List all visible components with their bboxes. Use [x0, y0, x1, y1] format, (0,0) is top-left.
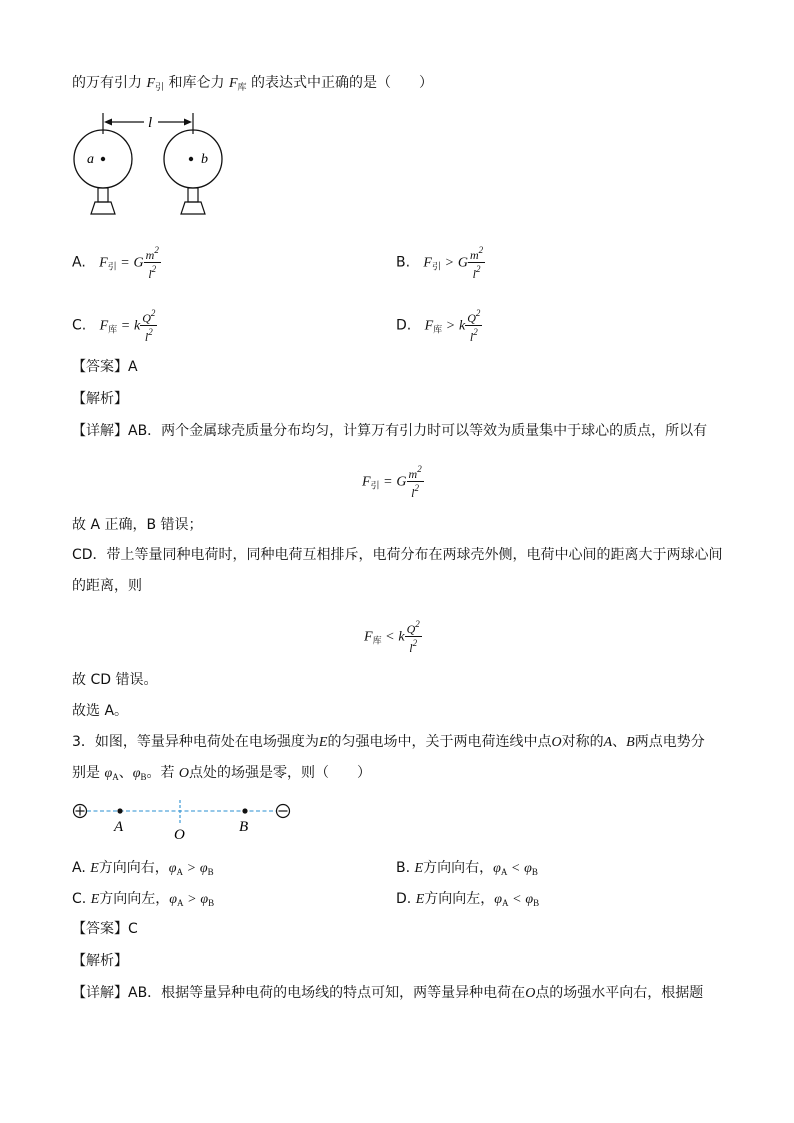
symbol-e: E — [90, 861, 99, 876]
analysis-tag: 【解析】 — [72, 953, 128, 969]
option-label: B. — [396, 254, 411, 271]
symbol-e: E — [415, 892, 425, 907]
exponent: 2 — [412, 638, 418, 648]
coefficient: k — [398, 629, 405, 645]
detail-1-ab — [72, 421, 707, 441]
numerator: m — [145, 248, 155, 262]
charges-figure — [68, 798, 298, 840]
exponent: 2 — [414, 483, 420, 493]
subscript-b: B — [208, 898, 215, 908]
subscript: 引 — [431, 262, 441, 273]
force-symbol: F — [364, 629, 373, 645]
relation: < — [512, 892, 521, 907]
numerator: Q — [142, 311, 151, 325]
q3-text: 3．如图，等量异种电荷处在电场强度为 — [72, 734, 319, 750]
subscript: 库 — [108, 325, 118, 336]
option-label: A. — [72, 860, 86, 876]
question-intro — [72, 73, 433, 98]
detail-3 — [72, 983, 703, 1004]
direction-text: 方向向左， — [424, 891, 495, 907]
detail-tag: 【详解】 — [72, 985, 128, 1001]
phi-symbol: φ — [169, 892, 177, 907]
detail-text: AB．根据等量异种电荷的电场线的特点可知，两等量异种电荷在 — [128, 985, 526, 1001]
coefficient: G — [133, 255, 144, 271]
force-symbol: F — [228, 76, 238, 91]
intro-text: 和库仑力 — [168, 75, 225, 91]
symbol-o: O — [525, 986, 536, 1001]
distance-label-l: l — [148, 115, 153, 131]
detail-1-cd-line2 — [72, 576, 142, 596]
conclusion-text: 故 CD 错误。 — [72, 672, 158, 688]
phi-symbol: φ — [493, 861, 501, 876]
label-o: O — [174, 827, 185, 840]
subscript-b: B — [140, 772, 147, 782]
answer-value: A — [128, 359, 138, 375]
q3-option-d[interactable] — [396, 889, 539, 913]
detail-text: AB．两个金属球壳质量分布均匀，计算万有引力时可以等效为质量集中于球心的质点，所以有 — [128, 423, 708, 439]
exponent: 2 — [475, 264, 481, 274]
relation: = — [121, 318, 130, 334]
subscript-b: B — [207, 867, 214, 877]
relation: < — [386, 629, 394, 645]
force-symbol: F — [423, 255, 432, 271]
separator: 、 — [118, 765, 133, 781]
relation: = — [121, 255, 130, 271]
q3-option-a[interactable] — [72, 858, 214, 882]
coefficient: G — [396, 474, 407, 490]
subscript-a: A — [177, 898, 184, 908]
relation: > — [445, 255, 454, 271]
q3-text: 的匀强电场中，关于两电荷连线中点 — [327, 734, 552, 750]
analysis-tag: 【解析】 — [72, 391, 128, 407]
formula-coulomb — [364, 618, 422, 655]
option-label: D. — [396, 317, 412, 334]
direction-text: 方向向左， — [99, 891, 170, 907]
answer-tag: 【答案】 — [72, 359, 128, 375]
question-3-line2 — [72, 763, 371, 787]
exponent: 2 — [150, 308, 156, 318]
q3-text: 别是 — [72, 765, 100, 781]
subscript-a: A — [176, 867, 184, 877]
subscript-ku: 库 — [237, 83, 247, 93]
two-spheres-figure — [66, 106, 236, 222]
q3-option-b[interactable] — [396, 858, 538, 882]
analysis-3 — [72, 951, 128, 971]
force-symbol: F — [146, 76, 156, 91]
denominator: l — [411, 486, 415, 500]
subscript-a: A — [112, 772, 119, 782]
subscript-b: B — [531, 867, 538, 877]
symbol-e: E — [414, 861, 424, 876]
option-label: A. — [72, 254, 86, 271]
symbol-a: A — [603, 735, 613, 750]
final-choice — [72, 701, 128, 721]
option-label: C. — [72, 317, 87, 334]
phi-symbol: φ — [524, 861, 532, 876]
detail-text: 点的场强水平向右，根据题 — [535, 985, 704, 1001]
subscript: 库 — [372, 636, 382, 647]
exponent: 2 — [473, 327, 478, 337]
option-label: B. — [396, 860, 411, 876]
label-a: a — [87, 152, 94, 167]
detail-1-cd-line1 — [72, 545, 723, 565]
subscript-a: A — [502, 898, 509, 908]
symbol-b: B — [626, 735, 635, 750]
conclusion-cd — [72, 670, 157, 690]
exponent: 2 — [417, 464, 422, 474]
conclusion-ab — [72, 515, 203, 535]
exponent: 2 — [154, 245, 159, 255]
denominator: l — [472, 267, 476, 281]
conclusion-text: 故 A 正确，B 错误； — [72, 517, 203, 533]
answer-value: C — [128, 921, 138, 937]
phi-symbol: φ — [168, 861, 177, 876]
label-b: B — [239, 819, 249, 835]
numerator: m — [469, 248, 479, 262]
option-b[interactable] — [396, 244, 485, 281]
stand-b — [181, 202, 205, 214]
direction-text: 方向向右， — [423, 860, 494, 876]
final-text: 故选 A。 — [72, 703, 129, 719]
answer-tag: 【答案】 — [72, 921, 128, 937]
question-3-line1 — [72, 732, 705, 753]
force-symbol: F — [99, 255, 108, 271]
denominator: l — [148, 267, 152, 281]
separator: 、 — [612, 734, 627, 750]
q3-text: 。若 — [146, 765, 175, 781]
option-label: D. — [396, 891, 412, 907]
stand-a — [91, 202, 115, 214]
relation: > — [446, 318, 455, 334]
q3-text: 对称的 — [561, 734, 604, 750]
numerator: Q — [406, 622, 416, 636]
answer-1 — [72, 357, 138, 377]
force-symbol: F — [362, 474, 371, 490]
phi-symbol: φ — [104, 766, 113, 781]
coefficient: k — [133, 318, 141, 334]
subscript-yin: 引 — [155, 83, 165, 93]
point-a — [117, 808, 122, 813]
answer-3 — [72, 919, 138, 939]
symbol-e: E — [318, 735, 328, 750]
relation: > — [187, 892, 196, 907]
subscript: 引 — [370, 481, 380, 492]
analysis-1 — [72, 389, 128, 409]
phi-symbol: φ — [200, 892, 209, 907]
exponent: 2 — [478, 245, 484, 255]
detail-tag: 【详解】 — [72, 423, 128, 439]
q3-text: 两点电势分 — [634, 734, 705, 750]
exponent: 2 — [415, 619, 420, 629]
symbol-o: O — [178, 766, 190, 781]
point-b — [242, 808, 247, 813]
force-symbol: F — [424, 318, 434, 334]
subscript-a: A — [500, 867, 508, 877]
exponent: 2 — [148, 327, 153, 337]
force-symbol: F — [99, 318, 109, 334]
label-a: A — [114, 819, 124, 835]
detail-text: CD．带上等量同种电荷时，同种电荷互相排斥，电荷分布在两球壳外侧，电荷中心间的距离大于两球心间 — [72, 547, 723, 563]
phi-symbol: φ — [525, 892, 534, 907]
relation: < — [511, 861, 520, 876]
detail-text: 的距离，则 — [72, 578, 142, 594]
exponent: 2 — [475, 308, 481, 318]
relation: > — [187, 861, 196, 876]
option-d[interactable] — [396, 307, 482, 344]
intro-text: 的万有引力 — [72, 75, 142, 91]
denominator: l — [469, 330, 474, 344]
subscript-b: B — [533, 898, 540, 908]
exponent: 2 — [151, 264, 157, 274]
phi-symbol: φ — [132, 766, 141, 781]
symbol-e: E — [90, 892, 100, 907]
direction-text: 方向向右， — [98, 860, 169, 876]
coefficient: G — [457, 255, 468, 271]
subscript: 引 — [107, 262, 117, 273]
q3-option-c[interactable] — [72, 889, 214, 913]
relation: = — [384, 474, 392, 490]
denominator: l — [144, 330, 149, 344]
formula-gravity — [362, 463, 424, 500]
coefficient: k — [458, 318, 466, 334]
subscript: 库 — [433, 325, 443, 336]
numerator: m — [408, 467, 418, 481]
phi-symbol: φ — [199, 861, 208, 876]
option-c[interactable] — [72, 307, 157, 344]
phi-symbol: φ — [494, 892, 502, 907]
numerator: Q — [467, 311, 476, 325]
denominator: l — [409, 641, 413, 655]
symbol-o: O — [551, 735, 562, 750]
option-a[interactable] — [72, 244, 161, 281]
label-b: b — [201, 152, 208, 167]
option-label: C. — [72, 891, 87, 907]
q3-text: 点处的场强是零，则（ ） — [189, 765, 372, 781]
intro-text: 的表达式中正确的是（ ） — [250, 75, 433, 91]
